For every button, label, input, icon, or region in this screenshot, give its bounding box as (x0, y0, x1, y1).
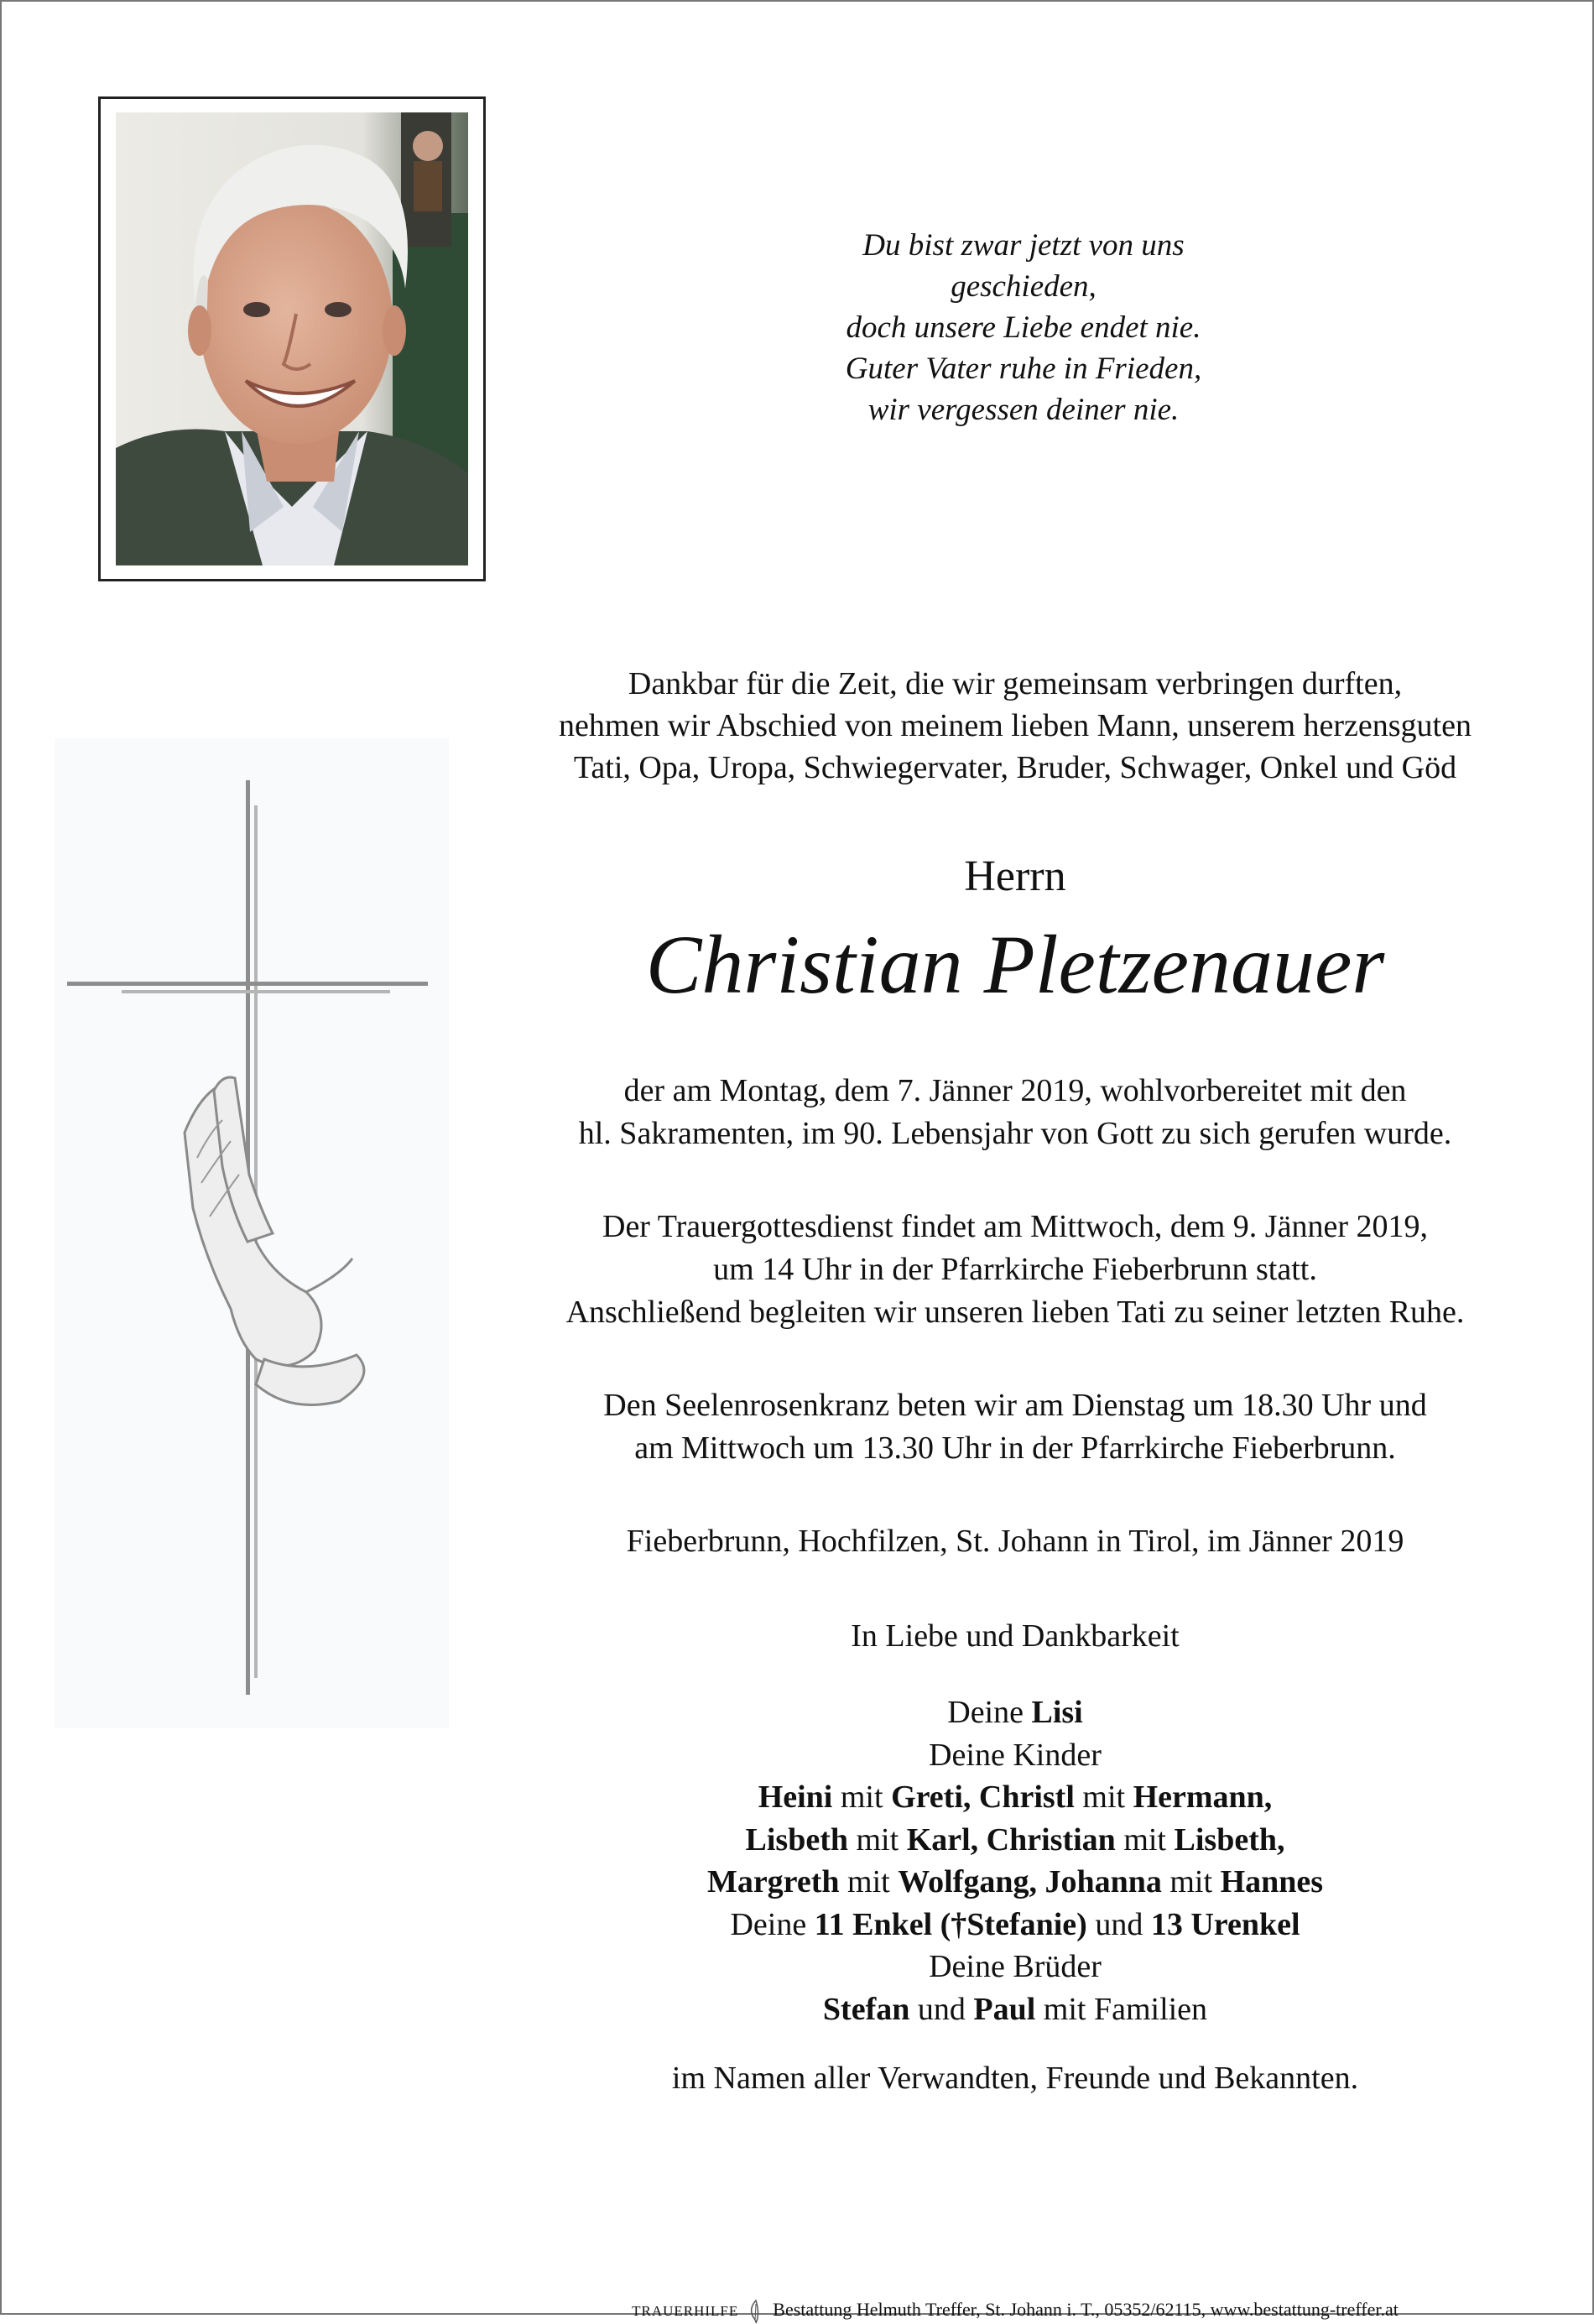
mourner-prefix: Deine (730, 1906, 815, 1942)
quote-line: Du bist zwar jetzt von uns (862, 228, 1185, 263)
relatives-note: im Namen aller Verwandten, Freunde und Bekannten. (671, 2061, 1359, 2096)
memorial-quote (738, 225, 1309, 430)
mourner-joiner: mit (1161, 1864, 1221, 1899)
passing-line: hl. Sakramenten, im 90. Lebensjahr von Gott zu sich gerufen wurde. (578, 1116, 1452, 1151)
portrait-photo (98, 96, 486, 581)
mourner-line-wife (470, 1691, 1560, 1734)
mourner-name: Stefan (822, 1991, 910, 2027)
funeral-line: um 14 Uhr in der Pfarrkirche Fieberbrunn statt. (713, 1252, 1317, 1287)
salutation: Herrn (964, 852, 1066, 900)
rosary-line: am Mittwoch um 13.30 Uhr in der Pfarrkirche Fieberbrunn. (634, 1430, 1396, 1466)
mourner-line-grandchildren (470, 1904, 1560, 1946)
mourner-line-children (470, 1819, 1560, 1862)
mourner-line-brothers-heading: Deine Brüder (929, 1949, 1102, 1984)
mourner-name: Greti, Christl (891, 1779, 1075, 1815)
mourner-line-brothers (470, 1988, 1560, 2031)
leaf-logo-icon (747, 2299, 765, 2324)
mourner-line-children (470, 1776, 1560, 1819)
mourner-prefix: Deine (947, 1695, 1032, 1730)
funeral-service-text (470, 1206, 1560, 1334)
funeral-home-footer (470, 2297, 1560, 2322)
mourner-line-children (470, 1861, 1560, 1904)
mourner-name: Heini (758, 1779, 833, 1815)
place-and-date: Fieberbrunn, Hochfilzen, St. Johann in Tirol, im Jänner 2019 (626, 1524, 1404, 1559)
mourner-name: Margreth (706, 1864, 840, 1899)
mourner-name: Hannes (1220, 1864, 1324, 1899)
mourner-name: Karl, Christian (906, 1821, 1116, 1858)
funeral-line: Der Trauergottesdienst findet am Mittwoch, dem 9. Jänner 2019, (602, 1209, 1428, 1244)
mourner-joiner: mit (848, 1821, 907, 1858)
mourner-joiner: mit (1074, 1779, 1133, 1815)
funeral-line: Anschließend begleiten wir unseren lieben Tati zu seiner letzten Ruhe. (565, 1295, 1465, 1330)
intro-line: Tati, Opa, Uropa, Schwiegervater, Bruder, Schwager, Onkel und Göd (573, 750, 1457, 785)
cross-praying-hands-icon (55, 738, 449, 1728)
footer-details: Bestattung Helmuth Treffer, St. Johann i. T., 05352/62115, www.bestattung-treffer.at (773, 2299, 1399, 2320)
mourners-list (470, 1691, 1560, 2030)
footer-brand: TRAUERHILFE (632, 2303, 739, 2319)
mourner-name: 11 Enkel (†Stefanie) (814, 1906, 1087, 1942)
mourner-name: Paul (973, 1991, 1036, 2027)
mourner-line-children-heading: Deine Kinder (929, 1737, 1102, 1773)
portrait-image (116, 112, 468, 565)
passing-line: der am Montag, dem 7. Jänner 2019, wohlvorbereitet mit den (623, 1073, 1407, 1108)
mourner-joiner: mit (839, 1864, 899, 1899)
mourner-joiner: mit (1115, 1821, 1175, 1858)
mourner-name: Lisbeth, (1174, 1821, 1285, 1858)
mourner-name: Wolfgang, Johanna (898, 1864, 1162, 1899)
deceased-name: Christian Pletzenauer (645, 918, 1385, 1011)
mourner-name: Hermann, (1133, 1779, 1273, 1815)
mourner-name: Lisbeth (745, 1821, 848, 1858)
intro-line: nehmen wir Abschied von meinem lieben Mann, unserem herzensguten (559, 708, 1472, 743)
closing-phrase: In Liebe und Dankbarkeit (851, 1618, 1180, 1654)
quote-line: geschieden, (951, 269, 1097, 304)
rosary-line: Den Seelenrosenkranz beten wir am Dienstag um 18.30 Uhr und (603, 1388, 1427, 1423)
rosary-text (470, 1384, 1560, 1470)
passing-text (470, 1070, 1560, 1155)
mourner-joiner: und (1086, 1906, 1151, 1942)
mourner-name: 13 Urenkel (1150, 1906, 1300, 1942)
intro-line: Dankbar für die Zeit, die wir gemeinsam verbringen durften, (628, 666, 1403, 701)
intro-text (470, 663, 1560, 789)
mourner-joiner: und (909, 1991, 974, 2027)
mourner-name: Lisi (1031, 1695, 1083, 1730)
quote-line: Guter Vater ruhe in Frieden, (845, 352, 1202, 386)
mourner-suffix: mit Familien (1035, 1991, 1208, 2027)
mourner-joiner: mit (832, 1779, 892, 1815)
quote-line: wir vergessen deiner nie. (867, 393, 1180, 427)
quote-line: doch unsere Liebe endet nie. (846, 310, 1201, 345)
